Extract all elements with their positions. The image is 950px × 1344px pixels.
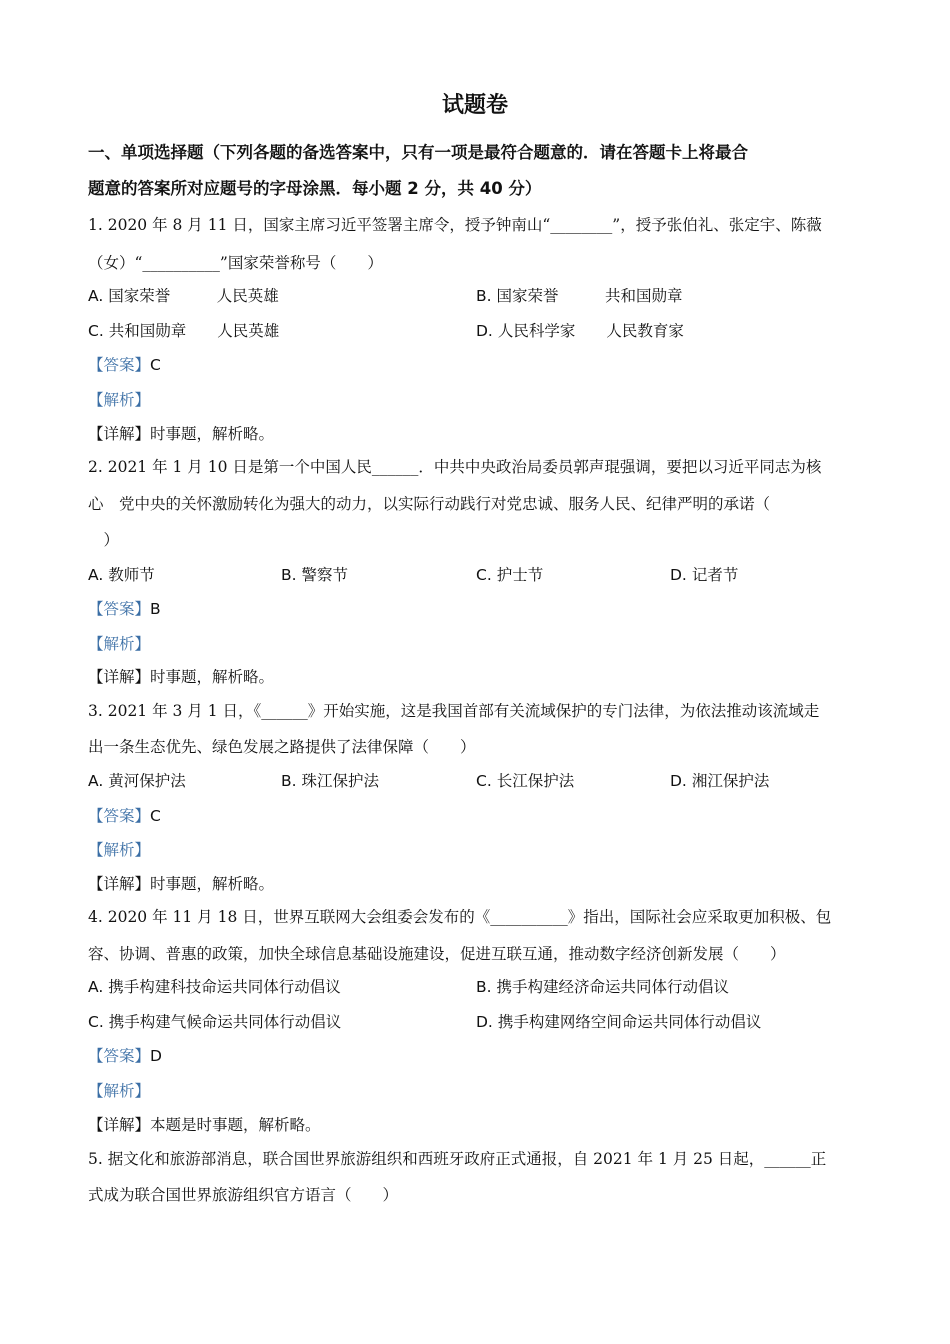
option-text: 珠江保护法 [301, 772, 380, 790]
question-2-option-c [476, 564, 543, 586]
question-2-stem-line2: 心 党中央的关怀激励转化为强大的动力，以实际行动践行对党忠诚、服务人民、纪律严明的承诺（ [88, 495, 771, 513]
question-4-stem-line2: 容、协调、普惠的政策，加快全球信息基础设施建设，促进互联互通，推动数字经济创新发展（ ） [88, 945, 786, 963]
question-3-option-b [281, 770, 379, 792]
option-text: 长江保护法 [496, 772, 575, 790]
option-text: 携手构建经济命运共同体行动倡议 [496, 978, 730, 996]
question-1-answer [88, 354, 868, 376]
question-1-option-c [88, 320, 279, 342]
question-3-option-c [476, 770, 574, 792]
answer-label: 【答案】 [88, 807, 151, 825]
question-4-detail [88, 1114, 868, 1136]
question-3-stem-line2: 出一条生态优先、绿色发展之路提供了法律保障（ ） [88, 738, 476, 756]
option-text: 携手构建网络空间命运共同体行动倡议 [497, 1013, 762, 1031]
page-title: 试题卷 [441, 93, 508, 118]
detail-label: 【详解】 [88, 425, 151, 443]
detail-label: 【详解】 [88, 668, 151, 686]
answer-value: C [150, 807, 161, 825]
option-letter: C. [476, 772, 492, 790]
question-4-answer [88, 1045, 868, 1067]
question-3-detail [88, 873, 868, 895]
option-text: 教师节 [108, 566, 155, 584]
question-4-option-a [88, 976, 341, 998]
question-3-stem-line1: 3. 2021 年 3 月 1 日，《______》开始实施，这是我国首部有关流域保护的专门法律，为依法推动该流域走 [88, 702, 820, 720]
option-letter: A. [88, 978, 104, 996]
detail-label: 【详解】 [88, 1116, 151, 1134]
answer-value: B [150, 600, 161, 618]
option-text: 黄河保护法 [108, 772, 186, 790]
question-2-stem-line3: ） [88, 531, 120, 549]
question-2-option-d [670, 564, 738, 586]
answer-value: C [150, 356, 161, 374]
question-1-stem-line2: （女）“__________”国家荣誉称号（ ） [88, 254, 383, 272]
option-text: 共和国勋章 人民英雄 [108, 322, 280, 340]
question-3-option-a [88, 770, 186, 792]
option-text: 护士节 [496, 566, 544, 584]
option-letter: B. [281, 772, 297, 790]
option-letter: D. [476, 322, 493, 340]
question-4-stem-line1: 4. 2020 年 11 月 18 日，世界互联网大会组委会发布的《__________》指出，国际社会应采取更加积极、包 [88, 908, 832, 926]
question-2-analysis-label: 【解析】 [88, 635, 151, 653]
option-text: 记者节 [691, 566, 739, 584]
option-text: 国家荣誉 共和国勋章 [496, 287, 683, 305]
answer-label: 【答案】 [88, 1047, 151, 1065]
question-4-option-b [476, 976, 729, 998]
question-1-analysis-label: 【解析】 [88, 391, 151, 409]
option-letter: D. [670, 772, 687, 790]
option-letter: D. [476, 1013, 493, 1031]
question-2-option-b [281, 564, 348, 586]
question-1-stem-line1: 1. 2020 年 8 月 11 日，国家主席习近平签署主席令，授予钟南山“________”，授予张伯礼、张定宇、陈薇 [88, 216, 822, 234]
option-text: 国家荣誉 人民英雄 [108, 287, 279, 305]
option-text: 携手构建气候命运共同体行动倡议 [108, 1013, 342, 1031]
option-letter: A. [88, 772, 104, 790]
question-3-answer [88, 805, 868, 827]
question-1-option-b [476, 285, 683, 307]
question-5-stem-line1: 5. 据文化和旅游部消息，联合国世界旅游组织和西班牙政府正式通报，自 2021 年 1 月 25 日起，______正 [88, 1150, 827, 1168]
detail-label: 【详解】 [88, 875, 151, 893]
option-letter: A. [88, 287, 104, 305]
question-3-analysis-label: 【解析】 [88, 841, 151, 859]
question-2-stem-line1: 2. 2021 年 1 月 10 日是第一个中国人民______．中共中央政治局委员郭声琨强调，要把以习近平同志为核 [88, 458, 822, 476]
question-5-stem-line2: 式成为联合国世界旅游组织官方语言（ ） [88, 1186, 399, 1204]
option-text: 人民科学家 人民教育家 [497, 322, 684, 340]
question-2-detail [88, 666, 868, 688]
section-heading-line1: 一、单项选择题（下列各题的备选答案中，只有一项是最符合题意的．请在答题卡上将最合 [88, 143, 748, 162]
option-text: 湘江保护法 [691, 772, 770, 790]
question-4-option-d [476, 1011, 761, 1033]
question-1-option-d [476, 320, 684, 342]
question-1-option-a [88, 285, 279, 307]
option-letter: C. [88, 322, 104, 340]
option-text: 警察节 [301, 566, 349, 584]
option-letter: C. [476, 566, 492, 584]
question-2-option-a [88, 564, 155, 586]
option-letter: C. [88, 1013, 104, 1031]
option-letter: A. [88, 566, 104, 584]
option-letter: D. [670, 566, 687, 584]
detail-text: 时事题，解析略。 [150, 668, 275, 686]
option-letter: B. [476, 287, 492, 305]
detail-text: 时事题，解析略。 [150, 425, 275, 443]
answer-label: 【答案】 [88, 600, 151, 618]
option-text: 携手构建科技命运共同体行动倡议 [108, 978, 341, 996]
section-heading-line2: 题意的答案所对应题号的字母涂黑．每小题 2 分，共 40 分） [88, 179, 542, 198]
question-4-analysis-label: 【解析】 [88, 1082, 151, 1100]
option-letter: B. [281, 566, 297, 584]
question-4-option-c [88, 1011, 341, 1033]
question-3-option-d [670, 770, 769, 792]
question-1-detail [88, 423, 868, 445]
question-2-answer [88, 598, 868, 620]
answer-label: 【答案】 [88, 356, 151, 374]
detail-text: 时事题，解析略。 [150, 875, 275, 893]
detail-text: 本题是时事题，解析略。 [150, 1116, 321, 1134]
answer-value: D [150, 1047, 162, 1065]
option-letter: B. [476, 978, 492, 996]
